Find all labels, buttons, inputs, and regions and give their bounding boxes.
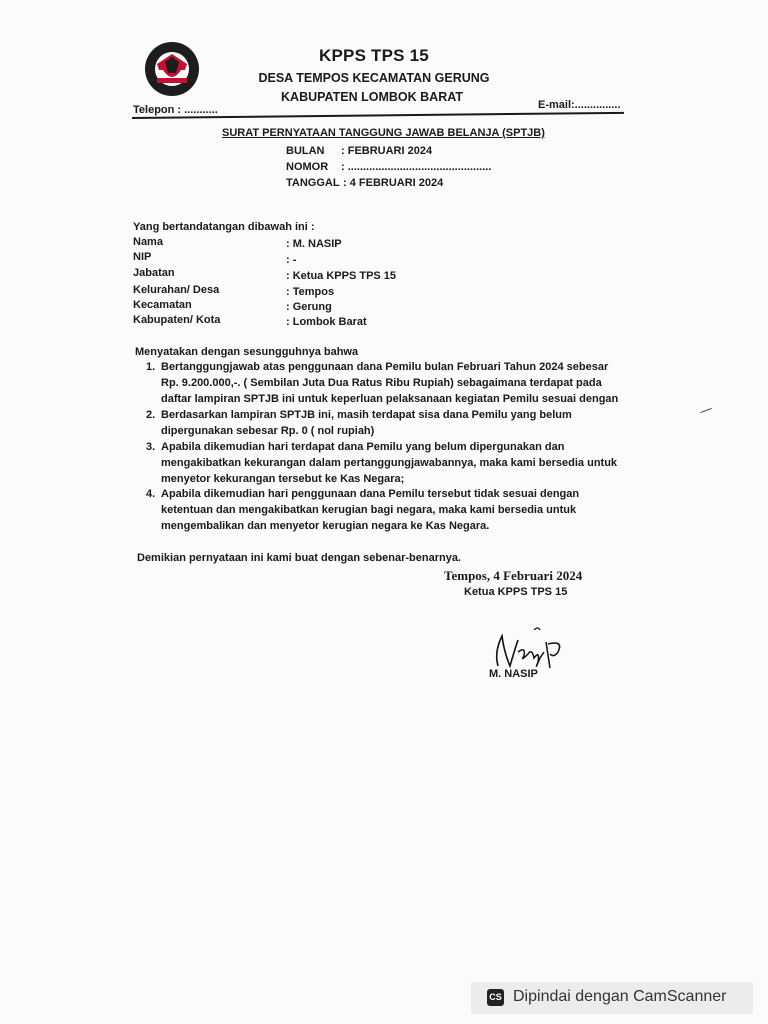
bulan-value: : FEBRUARI 2024	[341, 145, 433, 157]
field-value: : Lombok Barat	[286, 316, 367, 328]
camscanner-watermark	[471, 982, 753, 1014]
closing-text: Demikian pernyataan ini kami buat dengan sebenar-benarnya.	[137, 552, 461, 564]
header-regency: KABUPATEN LOMBOK BARAT	[281, 90, 463, 104]
bulan-label: BULAN	[286, 145, 325, 157]
item-line: dipergunakan sebesar Rp. 0 ( nol rupiah)	[161, 425, 375, 437]
field-label: Nama	[133, 236, 163, 248]
nomor-row	[286, 161, 491, 173]
camscanner-text: Dipindai dengan CamScanner	[513, 988, 727, 1005]
field-value: : Ketua KPPS TPS 15	[286, 270, 397, 282]
tanggal-label: TANGGAL	[286, 177, 340, 189]
nomor-label: NOMOR	[286, 161, 329, 173]
field-label: Kecamatan	[133, 299, 192, 311]
camscanner-logo-icon: CS	[487, 989, 504, 1006]
field-label: NIP	[133, 251, 152, 263]
bulan-row	[286, 145, 432, 157]
field-value: : Tempos	[286, 286, 335, 298]
intro-text: Yang bertandatangan dibawah ini :	[133, 221, 315, 233]
item-line: Bertanggungjawab atas penggunaan dana Pemilu bulan Februari Tahun 2024 sebesar	[161, 361, 609, 373]
tanggal-value: : 4 FEBRUARI 2024	[343, 177, 444, 189]
item-number: 4.	[146, 488, 156, 500]
scan-mark	[700, 408, 712, 413]
tanggal-row	[286, 177, 443, 189]
field-label: Jabatan	[133, 267, 175, 279]
item-number: 1.	[146, 361, 156, 373]
field-value: : Gerung	[286, 301, 332, 313]
item-line: Apabila dikemudian hari terdapat dana Pemilu yang belum dipergunakan dan	[161, 441, 565, 453]
item-line: Berdasarkan lampiran SPTJB ini, masih terdapat sisa dana Pemilu yang belum	[161, 409, 572, 421]
item-line: menyetor kekurangan tersebut ke Kas Negara;	[161, 473, 405, 485]
field-label: Kelurahan/ Desa	[133, 284, 220, 296]
item-line: Apabila dikemudian hari penggunaan dana Pemilu tersebut tidak sesuai dengan	[161, 488, 580, 500]
field-value: : M. NASIP	[286, 238, 342, 250]
field-label: Kabupaten/ Kota	[133, 314, 221, 326]
header-title: KPPS TPS 15	[319, 46, 429, 65]
item-line: daftar lampiran SPTJB ini untuk keperluan pelaksanaan kegiatan Pemilu sesuai dengan	[161, 393, 619, 405]
email-label: E-mail:...............	[538, 99, 621, 111]
nomor-value: : ...............................................	[341, 161, 492, 173]
item-line: mengembalikan dan menyetor kerugian negara ke Kas Negara.	[161, 520, 490, 532]
document-title: SURAT PERNYATAAN TANGGUNG JAWAB BELANJA (SPTJB)	[222, 127, 545, 139]
place-date: Tempos, 4 Februari 2024	[444, 568, 583, 583]
field-value: : -	[286, 254, 297, 266]
item-number: 2.	[146, 409, 156, 421]
statement-intro: Menyatakan dengan sesungguhnya bahwa	[135, 346, 359, 358]
item-line: ketentuan dan mengakibatkan kerugian bagi negara, maka kami bersedia untuk	[161, 504, 577, 516]
header-village: DESA TEMPOS KECAMATAN GERUNG	[258, 71, 490, 85]
item-line: mengakibatkan kekurangan dalam pertanggungjawabannya, maka kami bersedia untuk	[161, 457, 618, 469]
item-number: 3.	[146, 441, 156, 453]
signer-title: Ketua KPPS TPS 15	[464, 586, 568, 598]
telepon-label: Telepon : ...........	[133, 104, 218, 116]
item-line: Rp. 9.200.000,-. ( Sembilan Juta Dua Ratus Ribu Rupiah) sebagaimana terdapat pada	[161, 377, 602, 389]
signer-name: M. NASIP	[489, 668, 538, 680]
